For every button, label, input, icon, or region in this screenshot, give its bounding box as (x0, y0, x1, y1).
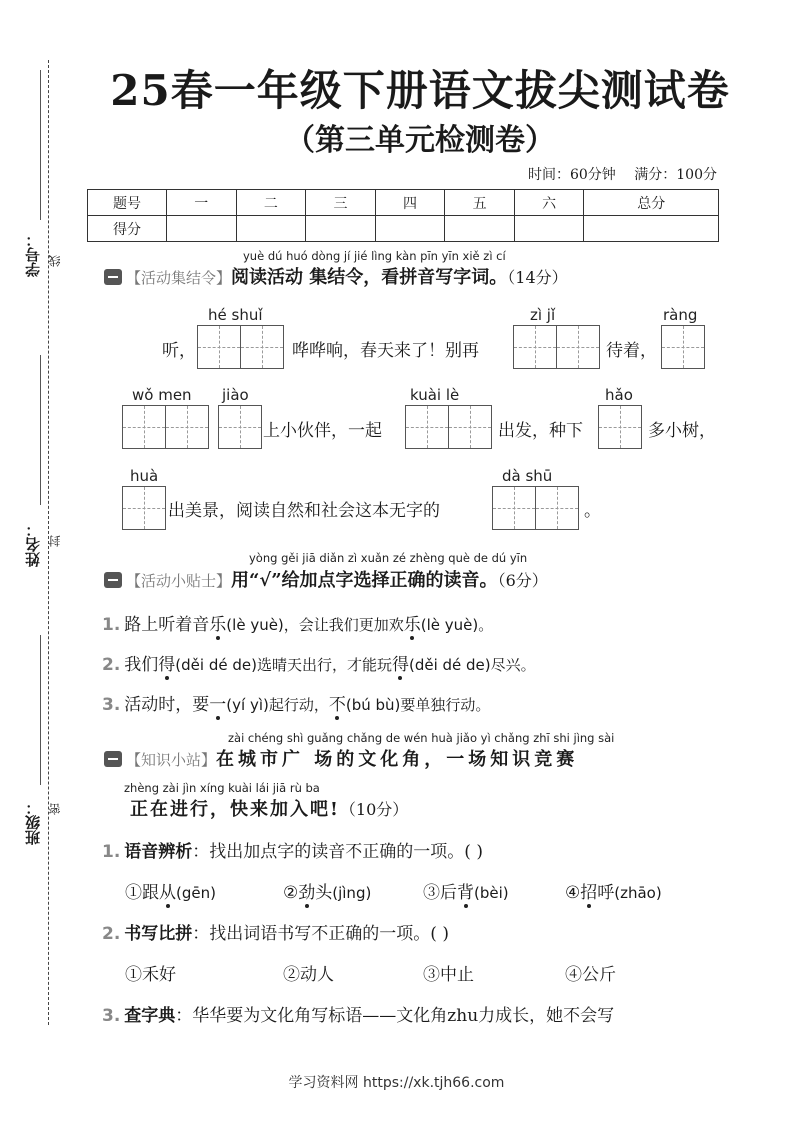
s1-line2-mid: 上小伙伴，一起 (263, 421, 382, 441)
section-icon (104, 751, 122, 767)
section2-tag: 【活动小贴士】 (126, 572, 232, 590)
writing-grid[interactable] (492, 486, 578, 530)
student-no-label: 学号： (24, 232, 42, 277)
section3-header-line2 (130, 795, 408, 821)
score-input-cell[interactable] (584, 216, 719, 242)
writing-grid[interactable] (405, 405, 491, 449)
s1-line2-pinyin3: kuài lè (410, 386, 460, 404)
section2-text: 用“√”给加点字选择正确的读音。 (231, 570, 498, 591)
s2-question-3: 3. 活动时，要一(yí yì)起行动，不(bú bù)要单独行动。 (102, 690, 490, 715)
name-label: 姓名： (24, 522, 42, 567)
s3-question-3: 3. 查字典：华华要为文化角写标语——文化角zhu力成长，她不会写 (102, 1006, 615, 1026)
s1-line2-post: 多小树， (648, 421, 716, 441)
s1-line1-post: 待着， (606, 341, 657, 361)
score-table-header-row (88, 190, 719, 216)
score-table-score-row (88, 216, 719, 242)
table-cell: 五 (445, 190, 515, 216)
s1-line3-mid: 出美景，阅读自然和社会这本无字的 (168, 501, 440, 521)
section-icon (104, 572, 122, 588)
section2-score: （6分） (497, 571, 548, 590)
section1-tag: 【活动集结令】 (126, 269, 232, 287)
s3-q1-option-2[interactable]: ②劲头(jìng) (283, 878, 371, 903)
score-input-cell[interactable] (167, 216, 237, 242)
page-title: 25春一年级下册语文拔尖测试卷 (110, 66, 730, 115)
class-label: 班级： (24, 800, 42, 845)
writing-grid[interactable] (197, 325, 283, 369)
s3-q2-option-1[interactable]: ①禾好 (125, 965, 176, 985)
table-cell: 二 (236, 190, 306, 216)
section3-text2: 正在进行，快来加入吧! (130, 799, 340, 820)
footer-watermark: 学习资料网 https://xk.tjh66.com (288, 1075, 505, 1091)
section3-text1: 在城市广 场的文化角，一场知识竞赛 (216, 749, 579, 770)
score-input-cell[interactable] (514, 216, 584, 242)
writing-grid[interactable] (122, 405, 208, 449)
page-subtitle: （第三单元检测卷） (285, 123, 555, 158)
seal-line-char: 线 (48, 255, 62, 267)
table-cell: 三 (306, 190, 376, 216)
seal-seal-char: 封 (48, 535, 62, 547)
s1-line3-post: 。 (584, 501, 601, 521)
s1-line1-pinyin3: ràng (663, 306, 698, 324)
s2-question-2: 2. 我们得(děi dé de)选晴天出行，才能玩得(děi dé de)尽兴。 (102, 650, 536, 675)
s3-q1-option-4[interactable]: ④招呼(zhāo) (565, 878, 662, 903)
student-no-line (40, 70, 41, 220)
table-cell: 得分 (88, 216, 167, 242)
s3-question-2: 2. 书写比拼：找出词语书写不正确的一项。( ) (102, 924, 449, 944)
s3-q1-option-1[interactable]: ①跟从(gēn) (125, 878, 216, 903)
writing-grid[interactable] (218, 405, 261, 449)
section3-score: （10分） (339, 800, 409, 819)
section3-pinyin1: zài chéng shì guǎng chǎng de wén huà jiǎo yì chǎng zhī shi jìng sài (228, 731, 615, 745)
score-input-cell[interactable] (375, 216, 445, 242)
section2-pinyin: yòng gěi jiā diǎn zì xuǎn zé zhèng què de dú yīn (249, 551, 528, 565)
writing-grid[interactable] (122, 486, 165, 530)
exam-info (514, 164, 717, 184)
s1-line2-pinyin4: hǎo (605, 386, 633, 404)
score-table (87, 189, 719, 242)
table-cell: 总分 (584, 190, 719, 216)
s1-line3-pinyin2: dà shū (502, 467, 553, 485)
section3-header (104, 745, 578, 771)
section3-tag: 【知识小站】 (126, 751, 217, 769)
score-input-cell[interactable] (236, 216, 306, 242)
s1-line2-pinyin2: jiào (222, 386, 249, 404)
seal-secret-char: 密 (48, 803, 62, 815)
s1-line2-pinyin1: wǒ men (132, 386, 192, 404)
section1-header (104, 263, 568, 289)
s1-line1-pinyin1: hé shuǐ (208, 306, 263, 324)
s3-q1-option-3[interactable]: ③后背(bèi) (423, 878, 509, 903)
section1-pinyin: yuè dú huó dòng jí jié lìng kàn pīn yīn xiě zì cí (243, 249, 506, 263)
writing-grid[interactable] (513, 325, 599, 369)
section3-pinyin2: zhèng zài jìn xíng kuài lái jiā rù ba (124, 781, 320, 795)
s1-line1-pinyin2: zì jǐ (530, 306, 556, 324)
writing-grid[interactable] (661, 325, 704, 369)
s3-q2-option-2[interactable]: ②动人 (283, 965, 334, 985)
s1-line1-pre: 听， (162, 341, 196, 361)
name-line (40, 355, 41, 505)
table-cell: 题号 (88, 190, 167, 216)
full-score-label: 满分：100分 (634, 167, 717, 183)
score-input-cell[interactable] (445, 216, 515, 242)
table-cell: 六 (514, 190, 584, 216)
section1-text: 阅读活动 集结令，看拼音写字词。 (231, 267, 508, 288)
table-cell: 一 (167, 190, 237, 216)
s3-q2-option-3[interactable]: ③中止 (423, 965, 474, 985)
s1-line2-mid2: 出发，种下 (498, 421, 583, 441)
section1-score: （14分） (507, 268, 568, 287)
class-line (40, 635, 41, 785)
score-input-cell[interactable] (306, 216, 376, 242)
s1-line3-pinyin1: huà (130, 467, 159, 485)
s3-question-1: 1. 语音辨析：找出加点字的读音不正确的一项。( ) (102, 842, 483, 862)
s1-line1-mid: 哗哗响，春天来了！别再 (292, 341, 479, 361)
table-cell: 四 (375, 190, 445, 216)
writing-grid[interactable] (598, 405, 641, 449)
section2-header (104, 566, 548, 592)
s3-q2-option-4[interactable]: ④公斤 (565, 965, 616, 985)
time-label: 时间：60分钟 (527, 167, 616, 183)
s2-question-1: 1. 路上听着音乐(lè yuè)，会让我们更加欢乐(lè yuè)。 (102, 610, 493, 635)
section-icon (104, 269, 122, 285)
